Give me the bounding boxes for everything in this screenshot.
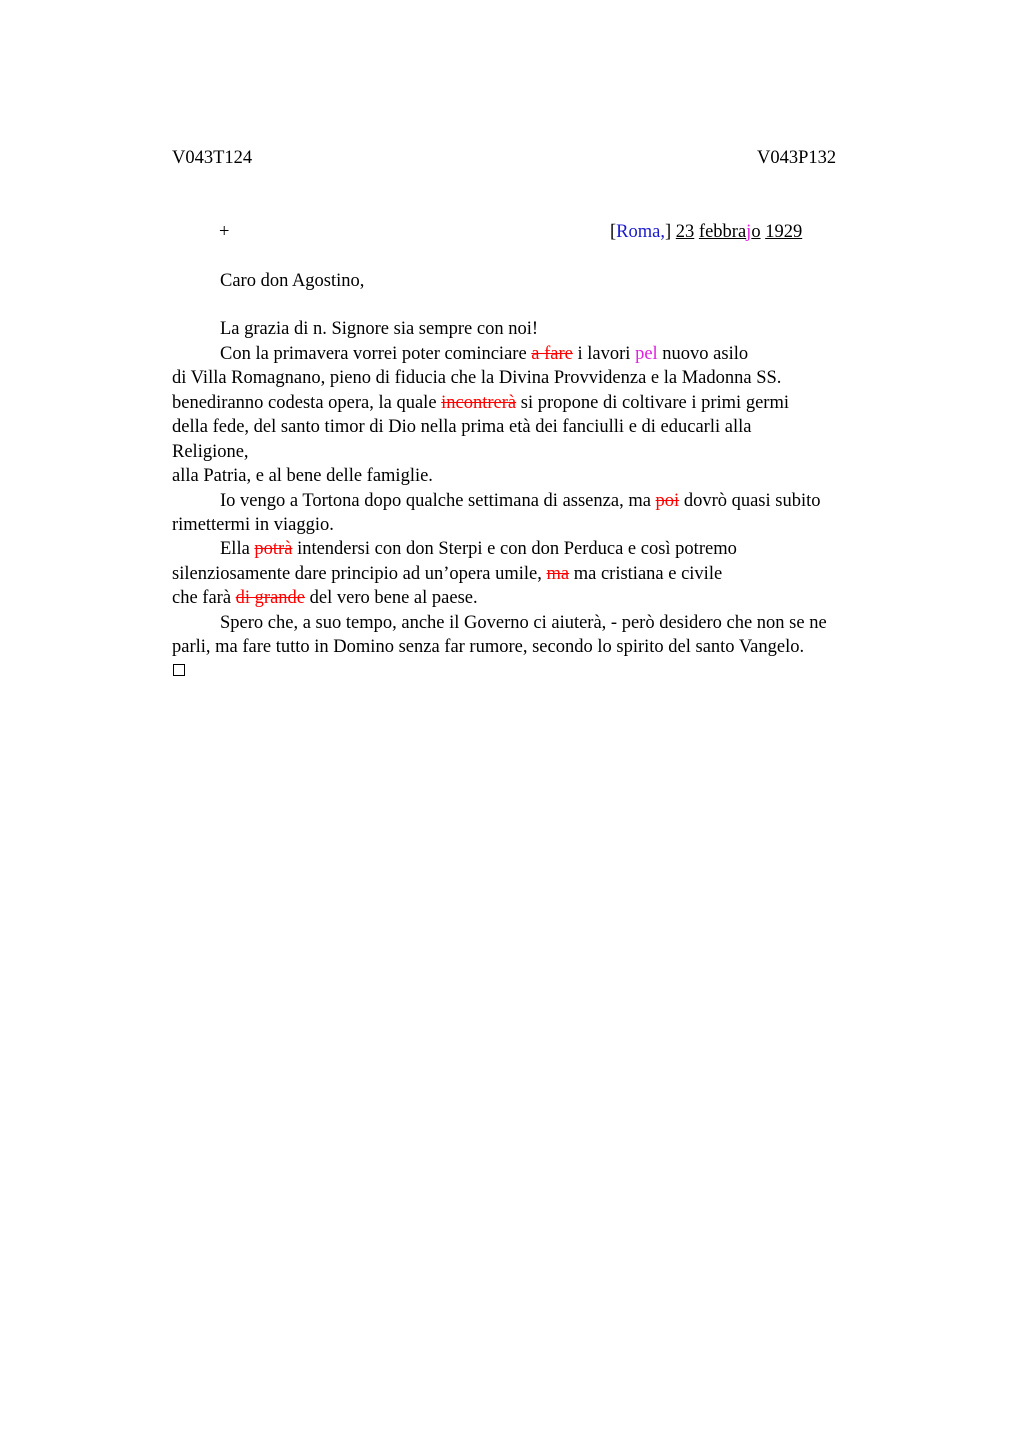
date-day: 23: [675, 222, 695, 242]
body-line-4: [172, 391, 789, 415]
deleted-text: potrà: [254, 539, 293, 559]
body-line-7: alla Patria, e al bene delle famiglie.: [172, 466, 433, 486]
text-segment: si propone di coltivare i primi germi: [516, 393, 789, 413]
deleted-text: a fare: [531, 344, 573, 364]
text-segment: Con la primavera vorrei poter cominciare: [220, 344, 532, 364]
text-segment: intendersi con don Sterpi e con don Perduca e così potremo: [292, 539, 737, 559]
body-line-10: [220, 537, 737, 561]
month-part-b: o: [751, 222, 761, 242]
deleted-text: di grande: [235, 588, 306, 608]
body-line-11: [172, 562, 722, 586]
date-month: [699, 222, 761, 242]
body-line-3: di Villa Romagnano, pieno di fiducia che la Divina Provvidenza e la Madonna SS.: [172, 368, 782, 388]
month-part-a: febbra: [698, 222, 747, 242]
text-segment: che farà: [172, 588, 236, 608]
text-segment: benediranno codesta opera, la quale: [172, 393, 442, 413]
body-line-14: parli, ma fare tutto in Domino senza far rumore, secondo lo spirito del santo Vangelo.: [172, 637, 805, 657]
deleted-text: ma: [546, 564, 570, 584]
header-left-code: V043T124: [172, 148, 253, 168]
body-line-13: Spero che, a suo tempo, anche il Governo ci aiuterà, - però desidero che non se ne: [220, 613, 827, 633]
text-segment: Io vengo a Tortona dopo qualche settimana di assenza, ma: [220, 491, 656, 511]
date-year: 1929: [765, 222, 803, 242]
end-mark-square-icon: [173, 664, 185, 676]
text-segment: silenziosamente dare principio ad un’opera umile,: [172, 564, 547, 584]
text-segment: ma cristiana e civile: [569, 564, 723, 584]
month-inserted-letter: j: [746, 222, 752, 242]
deleted-text: poi: [655, 491, 680, 511]
dateline: [610, 220, 802, 244]
body-line-12: [172, 586, 478, 610]
inserted-text: pel: [635, 344, 658, 364]
text-segment: del vero bene al paese.: [305, 588, 478, 608]
deleted-text: incontrerà: [441, 393, 517, 413]
bracket-open: [: [610, 222, 617, 242]
cross-symbol: +: [219, 222, 230, 242]
text-segment: Ella: [220, 539, 255, 559]
body-line-9: rimettermi in viaggio.: [172, 515, 334, 535]
text-segment: nuovo asilo: [657, 344, 749, 364]
bracket-close: ]: [665, 222, 672, 242]
salutation: Caro don Agostino,: [220, 271, 365, 291]
body-line-8: [220, 489, 821, 513]
header-right-code: V043P132: [757, 148, 837, 168]
place-name: Roma,: [616, 222, 665, 242]
body-line-1: La grazia di n. Signore sia sempre con noi!: [220, 319, 538, 339]
body-line-6: Religione,: [172, 442, 249, 462]
text-segment: dovrò quasi subito: [679, 491, 821, 511]
body-line-2: [220, 342, 748, 366]
body-line-5: della fede, del santo timor di Dio nella prima età dei fanciulli e di educarli alla: [172, 417, 752, 437]
text-segment: i lavori: [572, 344, 636, 364]
